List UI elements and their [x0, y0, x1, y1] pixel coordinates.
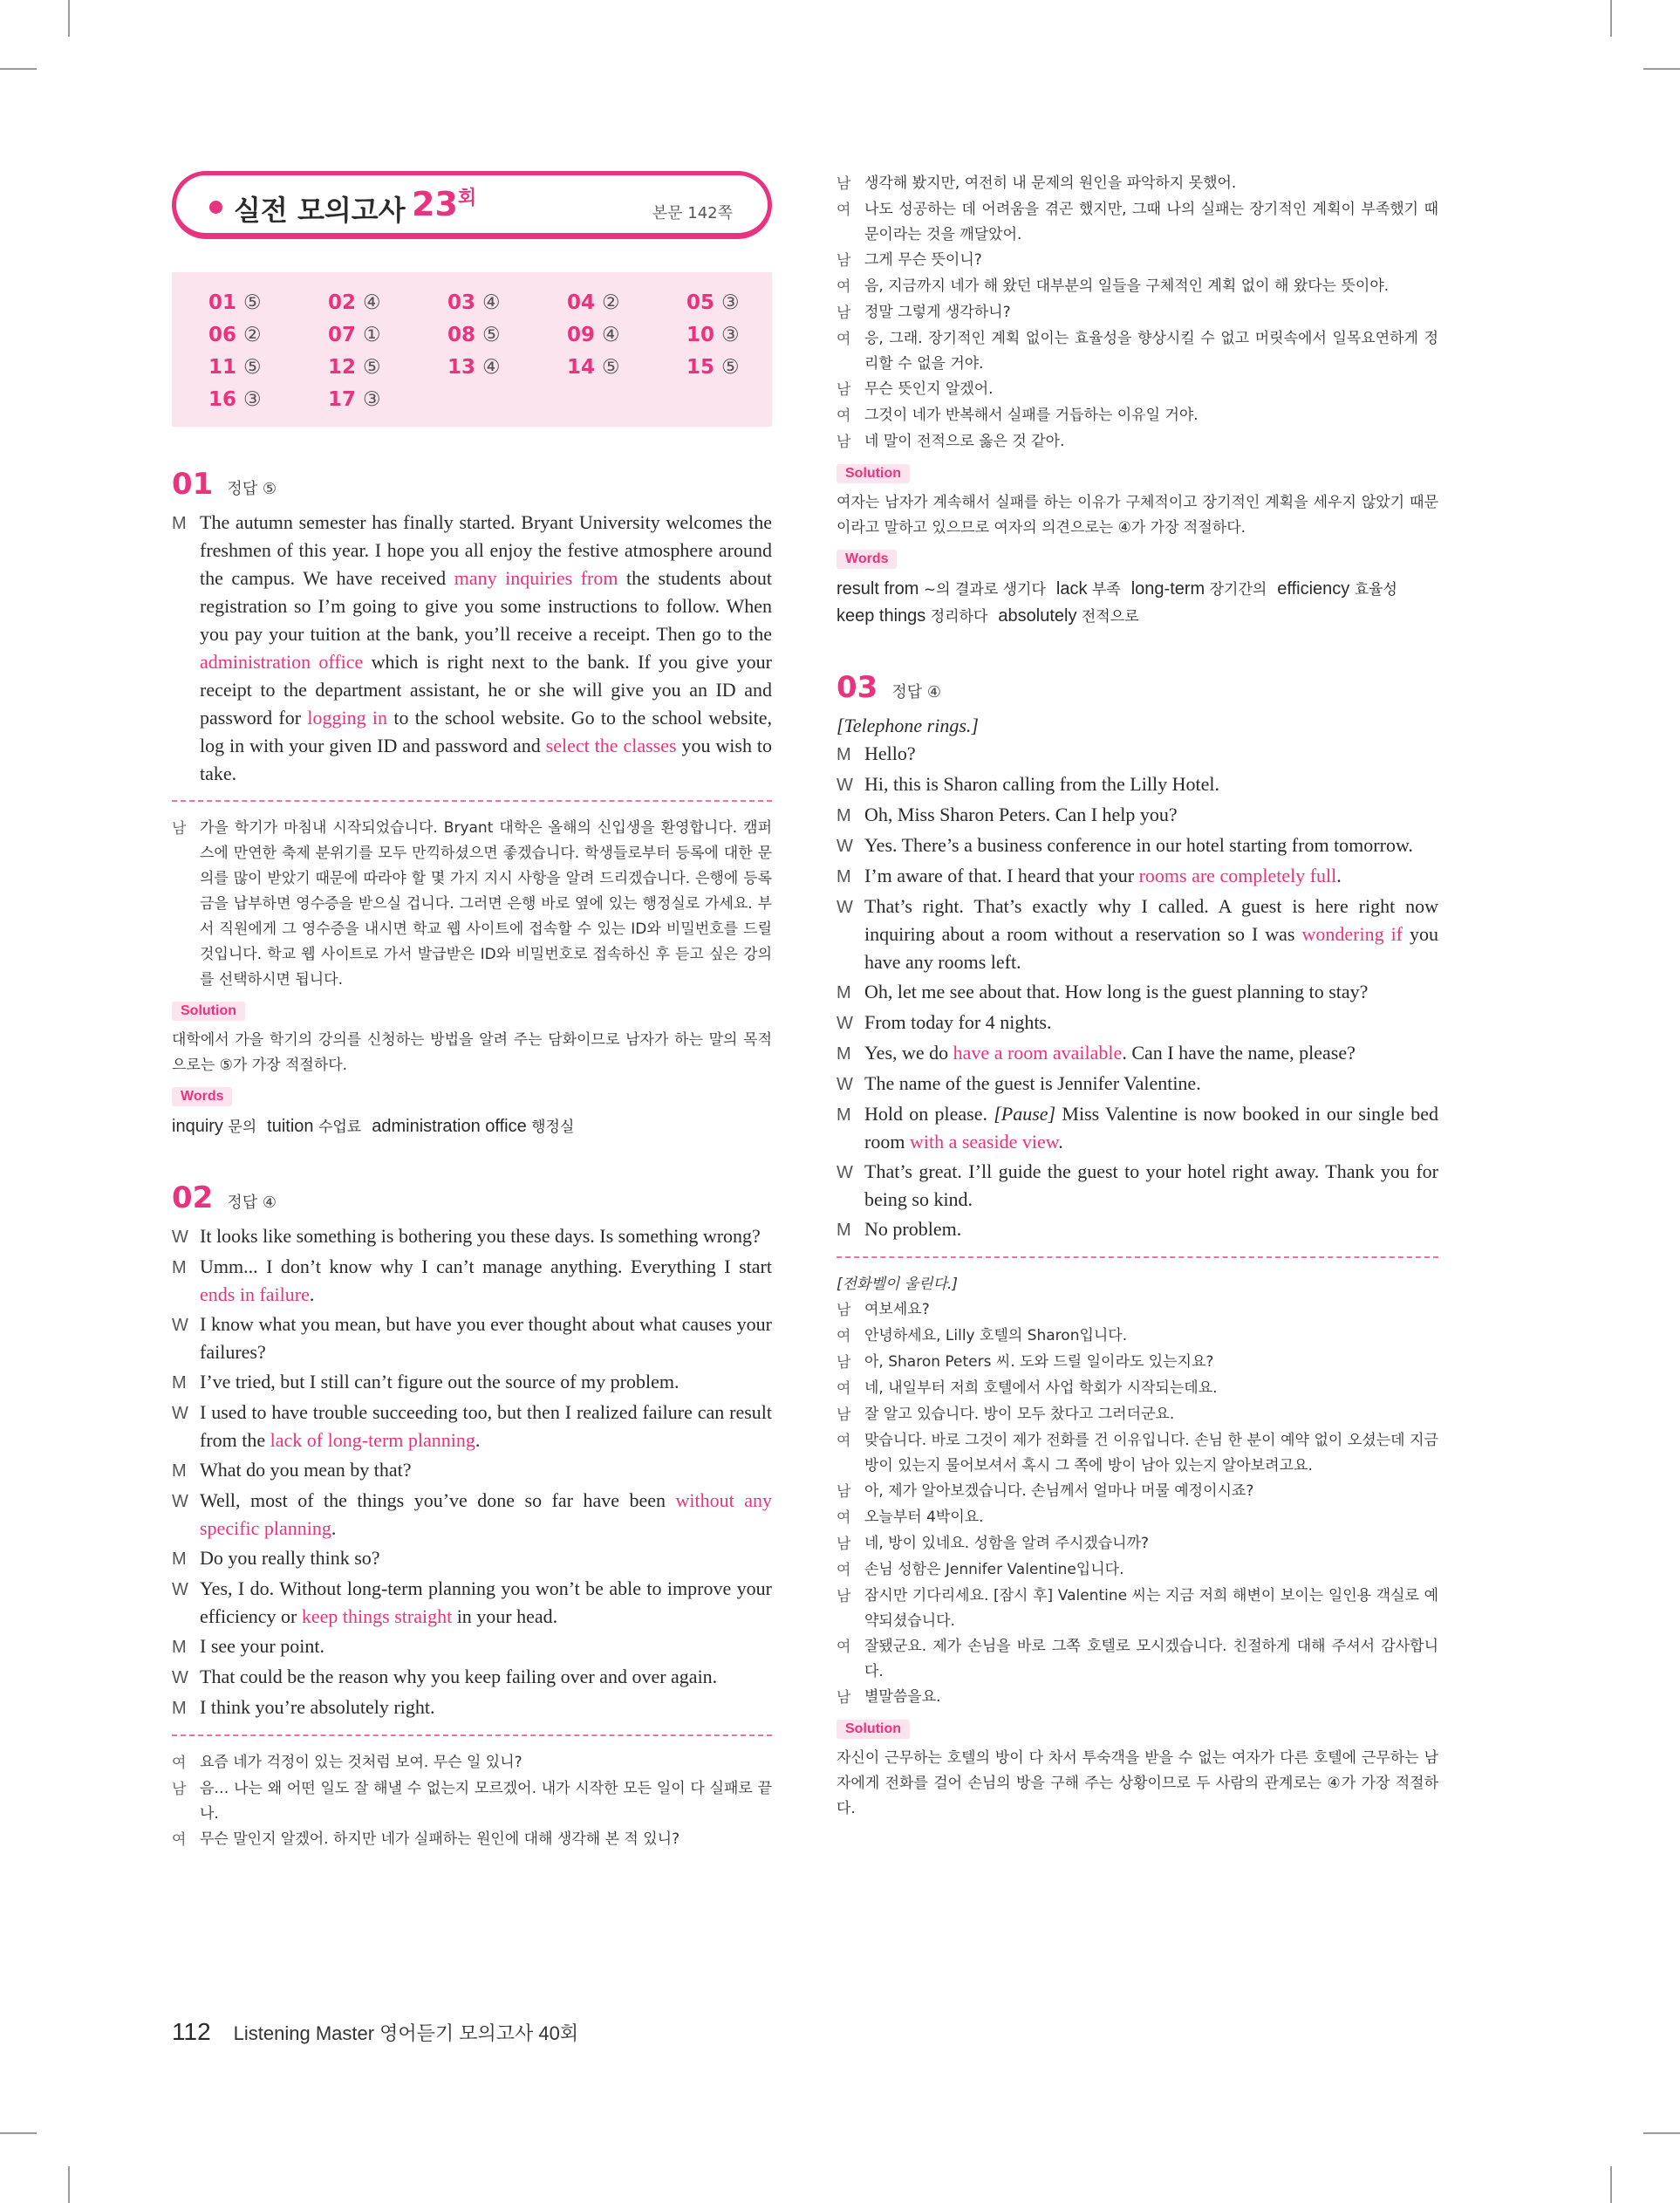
solution-text: 대학에서 가을 학기의 강의를 신청하는 방법을 알려 주는 담화이므로 남자가 하는 말의 목적으로는 ⑤가 가장 적절하다.	[172, 1031, 772, 1074]
speaker-label: W	[172, 1316, 188, 1335]
script-fragment: Hold on please.	[864, 1103, 994, 1125]
script-fragment: Hello?	[864, 742, 916, 764]
script-fragment: Miss Valentine is now booked in our single bed room	[864, 1103, 1439, 1153]
translation-line	[172, 1776, 772, 1827]
question-01	[172, 467, 772, 1140]
answer-key-item: 14 ⑤	[567, 356, 620, 379]
speaker-label: 남	[837, 1536, 851, 1553]
translation-text: 생각해 봤지만, 여전히 내 문제의 원인을 파악하지 못했어.	[864, 174, 1237, 192]
dialogue-line	[172, 1544, 772, 1573]
key-phrase: ends in failure	[200, 1283, 310, 1305]
translation-text: 응, 그래. 장기적인 계획 없이는 효율성을 향상시킬 수 없고 머릿속에서 일목요연하게 정리할 수 없을 거야.	[864, 330, 1438, 373]
translation-line	[837, 1376, 1438, 1402]
dialogue-line	[837, 893, 1438, 976]
script-fragment: the students about registration so I’m going to give you some instructions to follow. When you pay your tuition at the bank, you’ll receive a receipt. Then go to the	[200, 567, 772, 645]
key-phrase: have a room available	[953, 1042, 1123, 1064]
answer-key-item: 11 ⑤	[208, 356, 262, 379]
dialogue-line	[172, 1310, 772, 1366]
speaker-label: 남	[837, 1483, 851, 1501]
page-footer	[172, 2018, 578, 2046]
question-number: 02	[172, 1180, 214, 1215]
vocab-item: absolutely 전적으로	[998, 606, 1139, 626]
translation-line	[837, 1557, 1438, 1584]
vocab-item: administration office 행정실	[372, 1117, 575, 1136]
speaker-label: M	[172, 1699, 187, 1718]
translation-text: 네, 내일부터 저희 호텔에서 사업 학회가 시작되는데요.	[864, 1379, 1218, 1397]
translation-line	[837, 1428, 1438, 1479]
translation-text: 별말씀을요.	[864, 1688, 941, 1706]
dialogue-line	[837, 1100, 1438, 1156]
speaker-label: M	[172, 1258, 187, 1277]
speaker-label: M	[172, 1638, 187, 1657]
script-fragment: Yes. There’s a business conference in our hotel starting from tomorrow.	[864, 834, 1413, 856]
stage-direction: [Telephone rings.]	[837, 715, 979, 736]
translation-line	[837, 1402, 1438, 1428]
test-title-banner	[172, 171, 772, 239]
vocab-item: long-term 장기간의	[1130, 579, 1267, 599]
speaker-label: 여	[837, 1328, 851, 1345]
speaker-label: 남	[837, 1689, 851, 1707]
vocab-item: keep things 정리하다	[837, 606, 988, 626]
dialogue-line	[172, 1222, 772, 1251]
crop-mark	[68, 0, 70, 37]
speaker-label: M	[172, 1461, 187, 1481]
dialogue-line	[172, 1693, 772, 1722]
translation-line	[837, 1531, 1438, 1557]
key-phrase: administration office	[200, 651, 364, 673]
translation-text: 잘 알고 있습니다. 방이 모두 찼다고 그러더군요.	[864, 1406, 1175, 1423]
speaker-label: 남	[837, 381, 851, 399]
script-fragment: I’m aware of that. I heard that your	[864, 865, 1139, 886]
answer-key-item: 13 ④	[447, 356, 501, 379]
dashed-divider	[172, 1734, 772, 1736]
speaker-label: 남	[837, 1302, 851, 1319]
dialogue-line	[172, 1399, 772, 1454]
script-fragment: I see your point.	[200, 1635, 324, 1657]
stage-direction-korean: [전화벨이 울린다.]	[837, 1276, 959, 1293]
answer-key-item: 16 ③	[208, 388, 262, 411]
dialogue-line	[172, 1487, 772, 1543]
speaker-label: M	[837, 867, 851, 886]
speaker-label: 여	[837, 202, 851, 219]
translation-text: 정말 그렇게 생각하니?	[864, 304, 1011, 321]
speaker-label: 남	[837, 1354, 851, 1372]
crop-mark	[1643, 68, 1680, 70]
script-korean-continued	[837, 171, 1438, 455]
script-fragment: you have any rooms left.	[864, 923, 1439, 973]
dialogue-line	[837, 978, 1438, 1007]
script-fragment: Oh, Miss Sharon Peters. Can I help you?	[864, 804, 1178, 825]
speaker-label: W	[172, 1668, 188, 1687]
speaker-label: M	[837, 1221, 851, 1240]
script-korean	[172, 816, 772, 993]
dialogue-line	[172, 1253, 772, 1309]
translation-text: 무슨 말인지 알겠어. 하지만 네가 실패하는 원인에 대해 생각해 본 적 있니?	[200, 1830, 680, 1848]
script-fragment: The autumn semester has finally started. Bryant University welcomes the freshmen of this year. I hope you all enjoy the festive atmosphere around the campus. We have received	[200, 511, 772, 589]
key-phrase: keep things straight	[301, 1605, 453, 1627]
translation-line	[837, 197, 1438, 248]
script-fragment: That’s great. I’ll guide the guest to your hotel right away. Thank you for being so kind.	[864, 1160, 1438, 1210]
speaker-label: W	[172, 1492, 188, 1511]
crop-mark	[1643, 2132, 1680, 2134]
script-fragment: From today for 4 nights.	[864, 1011, 1052, 1033]
speaker-label: 여	[172, 1831, 187, 1849]
speaker-label: W	[837, 776, 853, 795]
answer-key-item: 12 ⑤	[328, 356, 381, 379]
dialogue-line	[837, 770, 1438, 799]
speaker-label: W	[837, 1014, 853, 1033]
script-fragment: .	[475, 1429, 481, 1451]
script-fragment: .	[309, 1283, 315, 1305]
script-fragment: Umm... I don’t know why I can’t manage anything. Everything I start	[200, 1255, 772, 1277]
test-title: 실전 모의고사	[234, 194, 406, 227]
script-fragment: .	[1058, 1131, 1063, 1153]
translation-line	[837, 300, 1438, 326]
answer-key-item: 17 ③	[328, 388, 381, 411]
dialogue-line	[837, 1070, 1438, 1098]
translation-line	[837, 1634, 1438, 1685]
answer-key-grid	[172, 272, 772, 427]
speaker-label: W	[837, 898, 853, 917]
answer-key-item: 03 ④	[447, 291, 501, 314]
dialogue-line	[837, 1158, 1438, 1214]
dialogue-line	[837, 862, 1438, 891]
translation-line	[837, 1505, 1438, 1531]
answer-key-item: 01 ⑤	[208, 291, 262, 314]
key-phrase: lack of long-term planning	[270, 1429, 475, 1451]
translation-line	[837, 429, 1438, 455]
key-phrase: logging in	[307, 707, 388, 729]
script-fragment: I know what you mean, but have you ever thought about what causes your failures?	[200, 1313, 772, 1363]
script-korean	[837, 1297, 1438, 1711]
translation-line	[837, 274, 1438, 300]
answer-key-item: 04 ②	[567, 291, 620, 314]
speaker-label: 여	[172, 1755, 187, 1772]
speaker-label: W	[172, 1404, 188, 1423]
dialogue-line	[172, 1368, 772, 1397]
translation-line	[837, 1350, 1438, 1376]
question-number: 03	[837, 670, 878, 705]
script-fragment: Oh, let me see about that. How long is the guest planning to stay?	[864, 981, 1369, 1002]
left-column	[172, 171, 772, 1853]
speaker-label: 남	[837, 1588, 851, 1605]
translation-text: 오늘부터 4박이요.	[864, 1509, 984, 1526]
script-fragment: to the school website. Go to the school website, log in with your given ID and password and	[200, 707, 772, 756]
answer-key-item: 07 ①	[328, 324, 381, 346]
answer-key-item: 10 ③	[686, 324, 740, 346]
dialogue-line	[837, 1009, 1438, 1037]
dialogue-line	[837, 740, 1438, 769]
vocabulary-list	[172, 1113, 772, 1140]
speaker-label: M	[837, 806, 851, 825]
page-number: 112	[172, 2018, 211, 2045]
translation-text: 안녕하세요, Lilly 호텔의 Sharon입니다.	[864, 1327, 1128, 1344]
dialogue-line	[837, 831, 1438, 860]
answer-key-item: 09 ④	[567, 324, 620, 346]
speaker-label: M	[837, 745, 851, 764]
speaker-label: 남	[837, 252, 851, 270]
script-fragment: I used to have trouble succeeding too, but then I realized failure can result from the	[200, 1401, 772, 1451]
script-fragment: I think you’re absolutely right.	[200, 1696, 435, 1718]
vocab-item: tuition 수업료	[267, 1117, 362, 1136]
question-02	[172, 1180, 772, 1853]
words-tag: Words	[837, 550, 897, 569]
speaker-label: M	[172, 514, 187, 533]
right-column	[837, 171, 1438, 1822]
monologue-text	[200, 509, 772, 788]
dialogue-line	[172, 1632, 772, 1661]
answer-key-item: 15 ⑤	[686, 356, 740, 379]
solution-tag: Solution	[172, 1002, 245, 1021]
speaker-label: 남	[837, 175, 851, 193]
crop-mark	[0, 68, 37, 70]
dialogue-line	[172, 1456, 772, 1485]
speaker-label: 남	[837, 1406, 851, 1424]
translation-text: 그것이 네가 반복해서 실패를 거듭하는 이유일 거야.	[864, 407, 1199, 424]
dashed-divider	[837, 1256, 1438, 1258]
translation-text: 나도 성공하는 데 어려움을 겪곤 했지만, 그때 나의 실패는 장기적인 계획이 부족했기 때문이라는 것을 깨달았어.	[864, 201, 1438, 243]
speaker-label: 여	[837, 1380, 851, 1398]
correct-answer: 정답 ④	[891, 683, 941, 701]
script-fragment: Hi, this is Sharon calling from the Lilly Hotel.	[864, 773, 1219, 795]
script-fragment: .	[1336, 865, 1342, 886]
speaker-label: 여	[837, 278, 851, 296]
script-fragment: Well, most of the things you’ve done so far have been	[200, 1489, 676, 1511]
speaker-label: W	[837, 837, 853, 856]
script-fragment: Yes, I do. Without long-term planning you won’t be able to improve your efficiency or	[200, 1577, 772, 1627]
translation-text: 아, Sharon Peters 씨. 도와 드릴 일이라도 있는지요?	[864, 1353, 1214, 1371]
script-fragment: That’s right. That’s exactly why I called. A guest is here right now inquiring about a room without a reservation so I was	[864, 895, 1438, 945]
speaker-label: M	[837, 983, 851, 1002]
solution-text: 자신이 근무하는 호텔의 방이 다 차서 투숙객을 받을 수 없는 여자가 다른 호텔에 근무하는 남자에게 전화를 걸어 손님의 방을 구해 주는 상황이므로 두 사람의 관계로는 ④가 가장 적절하다.	[837, 1749, 1438, 1817]
solution-text: 여자는 남자가 계속해서 실패를 하는 이유가 구체적이고 장기적인 계획을 세우지 않았기 때문이라고 말하고 있으므로 여자의 의견으로는 ④가 가장 적절하다.	[837, 494, 1438, 537]
translation-line	[837, 377, 1438, 403]
translation-text: 무슨 뜻인지 알겠어.	[864, 380, 994, 398]
script-fragment: Do you really think so?	[200, 1547, 380, 1569]
speaker-label: M	[837, 1105, 851, 1125]
dialogue-line	[172, 1663, 772, 1692]
key-phrase: without any specific planning	[200, 1489, 772, 1539]
book-title: Listening Master 영어듣기 모의고사 40회	[233, 2022, 579, 2044]
key-phrase: many inquiries from	[454, 567, 618, 589]
speaker-label: 여	[837, 1639, 851, 1656]
crop-mark	[0, 2132, 37, 2134]
script-fragment: That could be the reason why you keep failing over and over again.	[200, 1666, 718, 1687]
page-reference: 본문 142쪽	[652, 204, 733, 222]
script-fragment: in your head.	[452, 1605, 558, 1627]
script-english	[172, 509, 772, 788]
dialogue-line	[172, 1575, 772, 1631]
key-phrase: wondering if	[1301, 923, 1403, 945]
script-fragment: The name of the guest is Jennifer Valentine.	[864, 1072, 1201, 1094]
translation-text: 음… 나는 왜 어떤 일도 잘 해낼 수 없는지 모르겠어. 내가 시작한 모든 일이 다 실패로 끝나.	[200, 1780, 772, 1823]
script-fragment: What do you mean by that?	[200, 1459, 412, 1481]
translation-text: 음, 지금까지 네가 해 왔던 대부분의 일들을 구체적인 계획 없이 해 왔다는 뜻이야.	[864, 277, 1390, 295]
translation-line	[837, 326, 1438, 377]
translation-line	[837, 171, 1438, 197]
answer-key-item: 02 ④	[328, 291, 381, 314]
vocab-item: lack 부족	[1055, 579, 1121, 599]
speaker-label: W	[837, 1163, 853, 1182]
speaker-label: 여	[837, 1509, 851, 1527]
script-fragment: No problem.	[864, 1218, 962, 1240]
translation-line	[172, 1827, 772, 1853]
script-fragment: you wish to take.	[200, 735, 772, 784]
vocab-item: inquiry 문의	[172, 1117, 257, 1136]
translation-line	[837, 1479, 1438, 1505]
speaker-label: 남	[172, 820, 187, 838]
key-phrase: [Pause]	[994, 1103, 1056, 1125]
question-number: 01	[172, 467, 214, 502]
translation-text: 여보세요?	[864, 1301, 930, 1318]
translation-text: 맞습니다. 바로 그것이 제가 전화를 건 이유입니다. 손님 한 분이 예약 없이 오셨는데 지금 방이 있는지 물어보셔서 혹시 그 쪽에 방이 남아 있는지 알아보려고요.	[864, 1432, 1438, 1474]
test-round: $23^회$	[412, 185, 477, 223]
speaker-label: 남	[837, 434, 851, 451]
script-english	[837, 740, 1438, 1244]
script-fragment: I’ve tried, but I still can’t figure out the source of my problem.	[200, 1371, 680, 1392]
solution-tag: Solution	[837, 464, 910, 483]
translation-text: 네 말이 전적으로 옳은 것 같아.	[864, 433, 1065, 450]
key-phrase: rooms are completely full	[1138, 865, 1337, 886]
translation-line	[837, 248, 1438, 274]
translation-line	[837, 1324, 1438, 1350]
speaker-label: M	[837, 1044, 851, 1064]
translation-text: 네, 방이 있네요. 성함을 알려 주시겠습니까?	[864, 1535, 1150, 1552]
translation-line	[837, 1297, 1438, 1324]
speaker-label: 여	[837, 331, 851, 348]
solution-tag: Solution	[837, 1720, 910, 1739]
bullet-dot-icon	[209, 201, 222, 214]
speaker-label: 남	[837, 304, 851, 322]
translation-text: 요즘 네가 걱정이 있는 것처럼 보여. 무슨 일 있니?	[200, 1754, 522, 1771]
translation-text: 아, 제가 알아보겠습니다. 손님께서 얼마나 머물 예정이시죠?	[864, 1482, 1254, 1500]
answer-key-item: 08 ⑤	[447, 324, 501, 346]
speaker-label: W	[837, 1075, 853, 1094]
translation-text: 그게 무슨 뜻이니?	[864, 251, 982, 269]
words-tag: Words	[172, 1087, 232, 1106]
speaker-label: W	[172, 1228, 188, 1247]
script-fragment: .	[331, 1517, 337, 1539]
script-korean	[172, 1750, 772, 1853]
script-english	[172, 1222, 772, 1722]
translation-line	[837, 1685, 1438, 1711]
translation-text: 손님 성함은 Jennifer Valentine입니다.	[864, 1561, 1124, 1578]
correct-answer: 정답 ④	[227, 1194, 277, 1212]
script-fragment: Yes, we do	[864, 1042, 953, 1064]
dialogue-line	[837, 1039, 1438, 1068]
script-fragment: It looks like something is bothering you these days. Is something wrong?	[200, 1225, 761, 1247]
crop-mark	[1610, 2166, 1612, 2203]
speaker-label: 남	[172, 1781, 187, 1798]
speaker-label: M	[172, 1373, 187, 1392]
dashed-divider	[172, 800, 772, 802]
speaker-label: 여	[837, 1433, 851, 1450]
crop-mark	[1610, 0, 1612, 37]
script-fragment: . Can I have the name, please?	[1122, 1042, 1356, 1064]
translation-text: 잠시만 기다리세요. [잠시 후] Valentine 씨는 지금 저희 해변이 보이는 일인용 객실로 예약되셨습니다.	[864, 1587, 1438, 1630]
answer-key-item: 05 ③	[686, 291, 740, 314]
translation-text: 잘됐군요. 제가 손님을 바로 그쪽 호텔로 모시겠습니다. 친절하게 대해 주셔서 감사합니다.	[864, 1638, 1438, 1680]
speaker-label: 여	[837, 1562, 851, 1579]
crop-mark	[68, 2166, 70, 2203]
key-phrase: select the classes	[545, 735, 677, 756]
dialogue-line	[837, 801, 1438, 830]
translation-line	[837, 403, 1438, 429]
translation-line	[172, 1750, 772, 1776]
speaker-label: W	[172, 1580, 188, 1599]
vocab-item: efficiency 효율성	[1277, 579, 1397, 599]
question-03	[837, 670, 1438, 1822]
correct-answer: 정답 ⑤	[227, 480, 277, 498]
answer-key-item: 06 ②	[208, 324, 262, 346]
script-fragment: which is right next to the bank. If you give your receipt to the department assistant, he or she will give you an ID and password for	[200, 651, 772, 729]
translation-text: 가을 학기가 마침내 시작되었습니다. Bryant 대학은 올해의 신입생을 환영합니다. 캠퍼스에 만연한 축제 분위기를 모두 만끽하셨으면 좋겠습니다. 학생들로부터 등록에 대한 문의를 많이 받았기 때문에 따라야 할 몇 가지 지시 사항을 알려 드리겠습니다. 은행에 등록금을 납부하면 영수증을 받으실 겁니다. 그러면 은행 바로 옆에 있는 행정실로 가세요. 부서 직원에게 그 영수증을 내시면 학교 웹 사이트에 접속할 수 있는 ID와 비밀번호를 드릴 것입니다. 학교 웹 사이트로 가서 발급받은 ID와 비밀번호로 접속하신 후 듣고 싶은 강의를 선택하시면 됩니다.	[200, 819, 772, 989]
speaker-label: 여	[837, 407, 851, 425]
vocabulary-list	[837, 576, 1438, 630]
speaker-label: M	[172, 1550, 187, 1569]
vocab-item: result from ~의 결과로 생기다	[837, 579, 1046, 599]
dialogue-line	[837, 1215, 1438, 1244]
translation-line	[837, 1584, 1438, 1634]
key-phrase: with a seaside view	[909, 1131, 1059, 1153]
